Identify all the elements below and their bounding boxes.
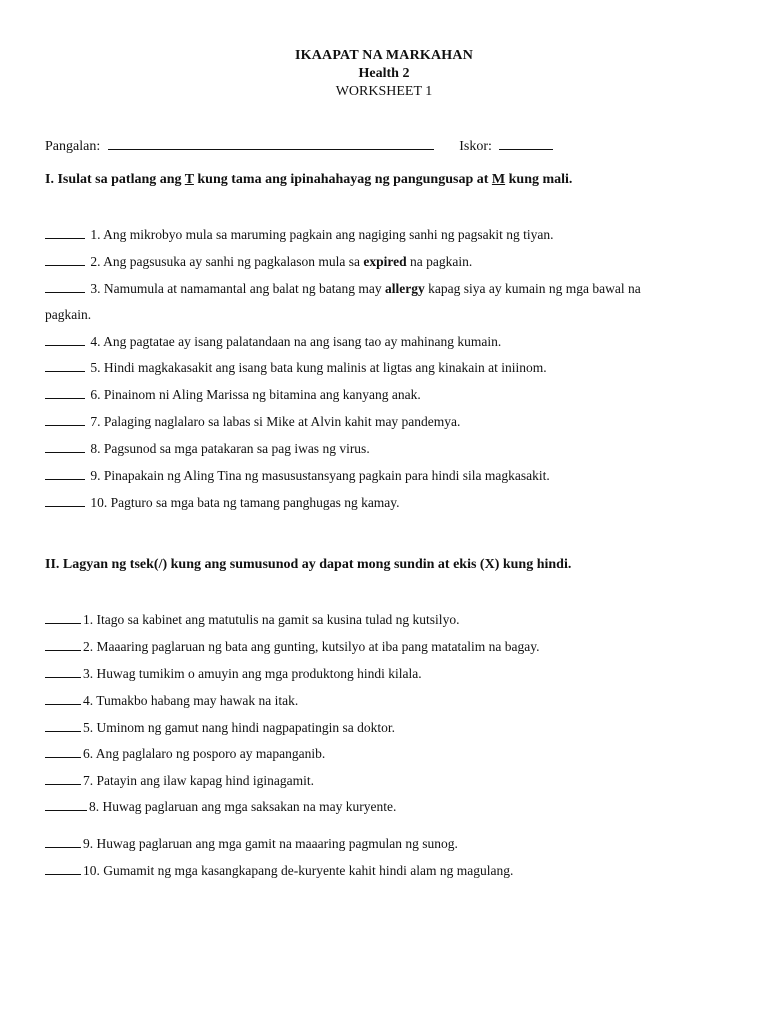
answer-blank[interactable] (45, 386, 85, 399)
item-text: kapag siya ay kumain ng mga bawal na (424, 281, 641, 296)
answer-blank[interactable] (45, 280, 85, 293)
s1-item-5 (45, 359, 547, 376)
answer-blank[interactable] (45, 226, 85, 239)
s2-item-1 (45, 611, 459, 628)
item-text: na pagkain. (406, 254, 473, 269)
answer-blank[interactable] (45, 719, 81, 732)
s2-item-2 (45, 638, 540, 655)
item-text: Pinainom ni Aling Marissa ng bitamina ang kanyang anak. (103, 387, 421, 402)
item-number: 1. (90, 227, 101, 242)
answer-blank[interactable] (45, 772, 81, 785)
s2-item-8 (45, 798, 396, 815)
item-number: 2. (90, 254, 101, 269)
s1-item-10 (45, 494, 400, 511)
answer-blank[interactable] (45, 798, 87, 811)
s1-item-3 (45, 280, 641, 297)
answer-blank[interactable] (45, 333, 85, 346)
item-number: 10. (90, 495, 108, 510)
item-text: Maaaring paglaruan ng bata ang gunting, kutsilyo at iba pang matatalim na bagay. (96, 639, 540, 654)
item-number: 6. (83, 746, 94, 761)
item-text: Ang paglalaro ng posporo ay mapanganib. (95, 746, 326, 761)
item-number: 7. (90, 414, 101, 429)
item-number: 3. (83, 666, 94, 681)
s2-item-7 (45, 772, 314, 789)
item-number: 1. (83, 612, 94, 627)
answer-blank[interactable] (45, 611, 81, 624)
answer-blank[interactable] (45, 494, 85, 507)
s2-item-9 (45, 835, 458, 852)
s2-item-10 (45, 862, 513, 879)
answer-blank[interactable] (45, 359, 85, 372)
section-2-heading: II. Lagyan ng tsek(/) kung ang sumusunod ay dapat mong sundin at ekis (X) kung hindi. (45, 557, 572, 572)
s1-item-9 (45, 467, 550, 484)
item-text: Palaging naglalaro sa labas si Mike at Alvin kahit may pandemya. (103, 414, 461, 429)
s1-item-1 (45, 226, 553, 243)
item-text: Patayin ang ilaw kapag hind iginagamit. (96, 773, 314, 788)
false-letter: M (491, 172, 506, 187)
item-number: 4. (90, 334, 101, 349)
item-text: Pagturo sa mga bata ng tamang panghugas ng kamay. (110, 495, 400, 510)
section-1-heading-part: kung tama ang ipinahahayag ng pangungusap at (193, 172, 492, 187)
s1-item-6 (45, 386, 421, 403)
item-text: Ang pagsusuka ay sanhi ng pagkalason mula sa (103, 254, 364, 269)
answer-blank[interactable] (45, 745, 81, 758)
item-bold-term: expired (363, 254, 407, 269)
name-label: Pangalan: (45, 139, 101, 154)
item-text: Itago sa kabinet ang matutulis na gamit sa kusina tulad ng kutsilyo. (96, 612, 460, 627)
s1-item-4 (45, 333, 501, 350)
s1-item-2 (45, 253, 472, 270)
s1-item-3-continuation: pagkain. (45, 307, 92, 322)
item-text: Huwag tumikim o amuyin ang mga produktong hindi kilala. (96, 666, 422, 681)
answer-blank[interactable] (45, 253, 85, 266)
section-1-heading-part: kung mali. (505, 172, 573, 187)
s2-item-5 (45, 719, 395, 736)
subject-title: Health 2 (358, 66, 410, 81)
item-number: 8. (90, 441, 101, 456)
item-number: 4. (83, 693, 94, 708)
name-field[interactable] (108, 137, 434, 150)
item-number: 5. (83, 720, 94, 735)
item-text: Uminom ng gamut nang hindi nagpapatingin sa doktor. (96, 720, 395, 735)
answer-blank[interactable] (45, 665, 81, 678)
item-text: Huwag paglaruan ang mga saksakan na may kuryente. (102, 799, 397, 814)
answer-blank[interactable] (45, 835, 81, 848)
page-title: IKAAPAT NA MARKAHAN (294, 48, 474, 63)
answer-blank[interactable] (45, 467, 85, 480)
item-number: 5. (90, 360, 101, 375)
item-text: Hindi magkakasakit ang isang bata kung malinis at ligtas ang kinakain at iniinom. (103, 360, 547, 375)
item-number: 8. (89, 799, 100, 814)
item-text: Tumakbo habang may hawak na itak. (96, 693, 299, 708)
item-text: Namumula at namamantal ang balat ng batang may (103, 281, 386, 296)
s2-item-3 (45, 665, 422, 682)
item-text: Ang mikrobyo mula sa maruming pagkain ang nagiging sanhi ng pagsakit ng tiyan. (103, 227, 554, 242)
s2-item-6 (45, 745, 325, 762)
item-number: 3. (90, 281, 101, 296)
item-number: 9. (83, 836, 94, 851)
s1-item-7 (45, 413, 460, 430)
item-bold-term: allergy (385, 281, 425, 296)
answer-blank[interactable] (45, 862, 81, 875)
item-text: Pinapakain ng Aling Tina ng masusustansyang pagkain para hindi sila magkasakit. (103, 468, 550, 483)
item-text: Huwag paglaruan ang mga gamit na maaaring pagmulan ng sunog. (96, 836, 458, 851)
s2-item-4 (45, 692, 298, 709)
item-number: 2. (83, 639, 94, 654)
worksheet-label: WORKSHEET 1 (335, 84, 433, 99)
item-text: Pagsunod sa mga patakaran sa pag iwas ng virus. (103, 441, 370, 456)
answer-blank[interactable] (45, 692, 81, 705)
item-number: 10. (83, 863, 100, 878)
s1-item-8 (45, 440, 370, 457)
answer-blank[interactable] (45, 413, 85, 426)
item-text: Gumamit ng mga kasangkapang de-kuryente kahit hindi alam ng magulang. (103, 863, 514, 878)
score-label: Iskor: (459, 139, 492, 154)
answer-blank[interactable] (45, 440, 85, 453)
item-text: Ang pagtatae ay isang palatandaan na ang isang tao ay mahinang kumain. (103, 334, 502, 349)
score-field[interactable] (499, 137, 553, 150)
answer-blank[interactable] (45, 638, 81, 651)
item-number: 7. (83, 773, 94, 788)
item-number: 6. (90, 387, 101, 402)
section-1-heading (45, 172, 572, 188)
name-score-row (45, 137, 553, 155)
section-1-heading-part: I. Isulat sa patlang ang (45, 172, 185, 187)
true-letter: T (184, 172, 194, 187)
item-number: 9. (90, 468, 101, 483)
